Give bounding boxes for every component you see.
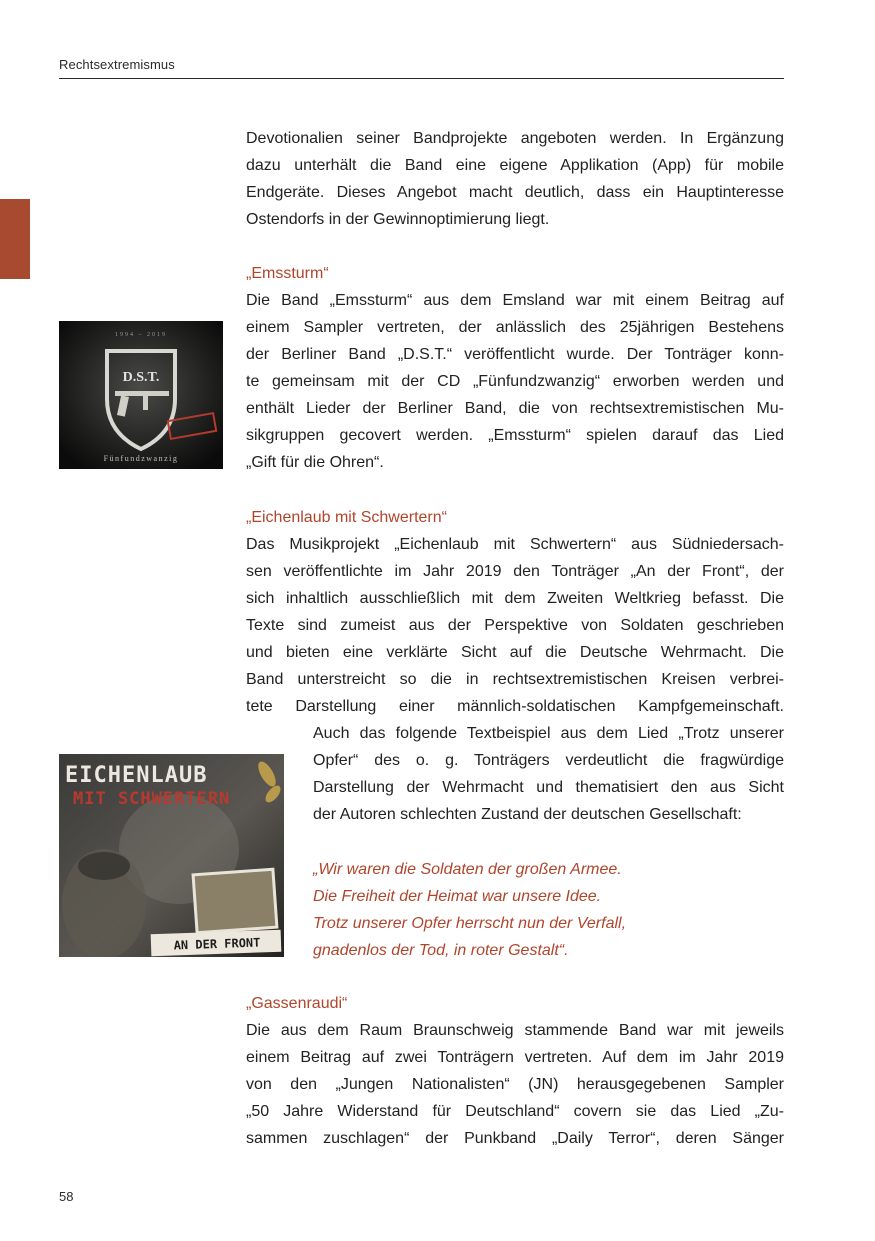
lyrics-quote bbox=[313, 856, 626, 964]
header-rule bbox=[59, 78, 784, 79]
text-line: Endgeräte. Dieses Angebot macht deutlich, dass ein Hauptinteresse bbox=[246, 184, 784, 201]
quote-line: Trotz unserer Opfer herrscht nun der Verfall, bbox=[313, 915, 627, 932]
text-line: Darstellung der Wehrmacht und thematisiert den aus Sicht bbox=[313, 779, 784, 796]
text-line: von den „Jungen Nationalisten“ (JN) herausgegebenen Sampler bbox=[246, 1076, 784, 1093]
cover-album-title: Fünfundzwanzig bbox=[103, 454, 179, 463]
text-line: sikgruppen gecovert werden. „Emssturm“ spielen darauf das Lied bbox=[246, 427, 784, 444]
quote-line: gnadenlos der Tod, in roter Gestalt“. bbox=[313, 942, 569, 959]
gassenraudi-paragraph bbox=[246, 1017, 784, 1152]
text-line: Die Band „Emssturm“ aus dem Emsland war mit einem Beitrag auf bbox=[246, 292, 784, 309]
text-line: „50 Jahre Widerstand für Deutschland“ covern sie das Lied „Zu- bbox=[246, 1103, 784, 1120]
text-line: sen veröffentlichte im Jahr 2019 den Tonträger „An der Front“, der bbox=[246, 563, 784, 580]
dst-album-cover bbox=[59, 321, 223, 469]
text-line: „Gift für die Ohren“. bbox=[246, 454, 384, 471]
text-line: tete Darstellung einer männlich-soldatischen Kampfgemeinschaft. bbox=[246, 698, 784, 715]
cover-title-line1: EICHENLAUB bbox=[65, 763, 208, 788]
eichenlaub-paragraph bbox=[246, 531, 784, 720]
text-line: und bieten eine verklärte Sicht auf die Deutsche Wehrmacht. Die bbox=[246, 644, 784, 661]
running-header: Rechtsextremismus bbox=[59, 57, 175, 72]
cover-years: 1994 – 2019 bbox=[115, 332, 167, 338]
text-line: Auch das folgende Textbeispiel aus dem Lied „Trotz unserer bbox=[313, 725, 784, 742]
section-heading-gassenraudi: „Gassenraudi“ bbox=[246, 995, 348, 1012]
text-line: dazu unterhält die Band eine eigene Applikation (App) für mobile bbox=[246, 157, 784, 174]
page-number: 58 bbox=[59, 1189, 74, 1204]
text-line: sich inhaltlich ausschließlich mit dem Zweiten Weltkrieg befasst. Die bbox=[246, 590, 784, 607]
emssturm-paragraph bbox=[246, 287, 784, 476]
text-line: Ostendorfs in der Gewinnoptimierung liegt. bbox=[246, 211, 550, 228]
text-line: te gemeinsam mit der CD „Fünfundzwanzig“ erworben werden und bbox=[246, 373, 784, 390]
section-heading-emssturm: „Emssturm“ bbox=[246, 265, 329, 282]
chapter-tab-marker bbox=[0, 199, 30, 279]
quote-line: „Wir waren die Soldaten der großen Armee. bbox=[313, 861, 622, 878]
text-line: Die aus dem Raum Braunschweig stammende Band war mit jeweils bbox=[246, 1022, 784, 1039]
text-line: Texte sind zumeist aus der Perspektive von Soldaten geschrieben bbox=[246, 617, 784, 634]
text-line: sammen zuschlagen“ der Punkband „Daily Terror“, deren Sänger bbox=[246, 1130, 784, 1147]
an-der-front-cover-artwork bbox=[59, 754, 284, 957]
quote-line: Die Freiheit der Heimat war unsere Idee. bbox=[313, 888, 602, 905]
an-der-front-album-cover bbox=[59, 754, 284, 957]
text-line: enthält Lieder der Berliner Band, die von rechtsextremistischen Mu- bbox=[246, 400, 784, 417]
text-line: einem Sampler vertreten, der anlässlich des 25jährigen Bestehens bbox=[246, 319, 784, 336]
dst-cover-artwork bbox=[59, 321, 223, 469]
cover-band-name: D.S.T. bbox=[122, 370, 160, 385]
text-line: der Autoren schlechten Zustand der deutschen Gesellschaft: bbox=[313, 806, 742, 823]
text-line: der Berliner Band „D.S.T.“ veröffentlicht wurde. Der Tonträger konn- bbox=[246, 346, 784, 363]
cover-album-name: AN DER FRONT bbox=[173, 935, 261, 953]
text-line: Das Musikprojekt „Eichenlaub mit Schwertern“ aus Südniedersach- bbox=[246, 536, 784, 553]
cover-title-line2: MIT SCHWERTERN bbox=[73, 789, 231, 809]
eichenlaub-indented-paragraph bbox=[313, 720, 784, 828]
section-heading-eichenlaub: „Eichenlaub mit Schwertern“ bbox=[246, 509, 447, 526]
intro-paragraph bbox=[246, 125, 784, 233]
text-line: Opfer“ des o. g. Tonträgers verdeutlicht die fragwürdige bbox=[313, 752, 784, 769]
text-line: Devotionalien seiner Bandprojekte angeboten werden. In Ergänzung bbox=[246, 130, 784, 147]
text-line: Band unterstreicht so die in rechtsextremistischen Kreisen verbrei- bbox=[246, 671, 784, 688]
helmet-shape bbox=[78, 852, 130, 880]
inset-photo bbox=[193, 869, 277, 932]
text-line: einem Beitrag auf zwei Tonträgern vertreten. Auf dem im Jahr 2019 bbox=[246, 1049, 784, 1066]
